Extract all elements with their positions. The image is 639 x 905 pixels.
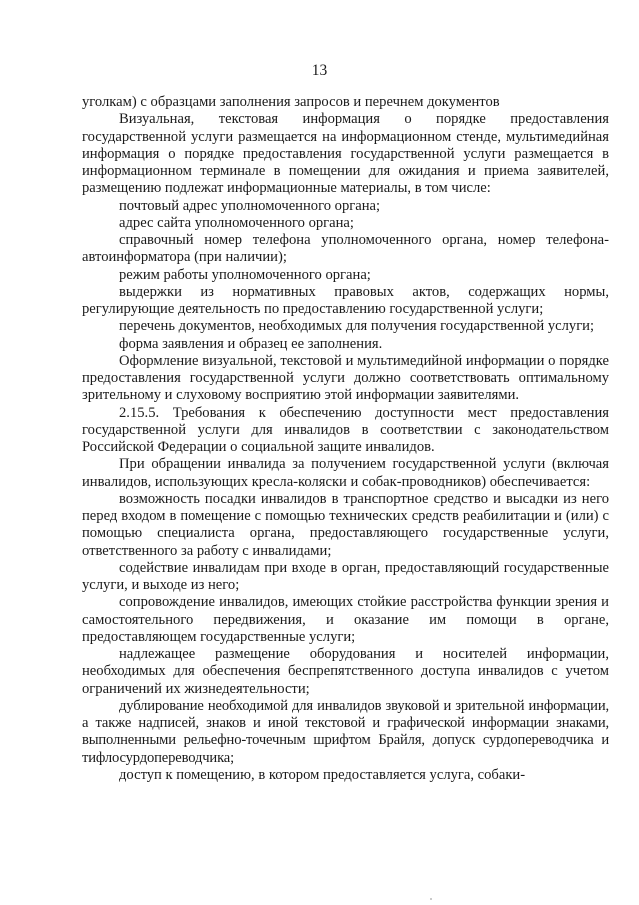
list-item-working-hours: режим работы уполномоченного органа; (119, 266, 371, 283)
list-item-equipment-placement: надлежащее размещение оборудования и носителей информации, необходимых для обеспечения беспрепятственного доступа инвалидов с учетом ограничений их жизнедеятельности; (82, 646, 609, 697)
list-item-required-documents: перечень документов, необходимых для получения государственной услуги; (119, 318, 595, 335)
list-item-braille-duplication: дублирование необходимой для инвалидов звуковой и зрительной информации, а также надписей, знаков и иной текстовой и графической информации знаками, выполненными рельефно-точечным шрифтом Брайля, допуск сурдопереводчика и тифлосурдопереводчика; (82, 697, 609, 766)
list-item-escort: сопровождение инвалидов, имеющих стойкие расстройства функции зрения и самостоятельного передвижения, и оказание им помощи в органе, предоставляющем государственные услуги; (82, 594, 609, 645)
list-item-legal-extracts: выдержки из нормативных правовых актов, содержащих нормы, регулирующие деятельность по предоставлению государственной услуги; (82, 283, 609, 317)
list-item-application-form: форма заявления и образец ее заполнения. (119, 335, 383, 352)
paragraph-information-design: Оформление визуальной, текстовой и мультимедийной информации о порядке предоставления государственной услуги должно соответствовать оптимальному зрительному и слуховому восприятию этой информации заявителями. (82, 352, 609, 404)
paragraph-section-2-15-5: 2.15.5. Требования к обеспечению доступности мест предоставления государственной услуги для инвалидов в соответствии с законодательством Российской Федерации о социальной защите инвалидов. (82, 404, 609, 455)
paragraph-visual-information: Визуальная, текстовая информация о порядке предоставления государственной услуги размещается на информационном стенде, мультимедийная информация о порядке предоставления государственной услуги размещается в информационном терминале в помещении для ожидания и приема заявителей, размещению подлежат информационные материалы, в том числе: (82, 111, 609, 197)
list-item-website-address: адрес сайта уполномоченного органа; (119, 214, 354, 231)
list-item-postal-address: почтовый адрес уполномоченного органа; (119, 197, 381, 214)
scan-artifact-dot (430, 898, 432, 900)
paragraph-disabled-applicants: При обращении инвалида за получением государственной услуги (включая инвалидов, использующих кресла-коляски и собак-проводников) обеспечивается: (82, 456, 609, 490)
list-item-entry-assistance: содействие инвалидам при входе в орган, предоставляющий государственные услуги, и выходе из него; (82, 559, 609, 593)
list-item-guide-dog-access: доступ к помещению, в котором предоставляется услуга, собаки- (119, 766, 526, 783)
page-number: 13 (311, 62, 328, 79)
paragraph-continuation: уголкам) с образцами заполнения запросов и перечнем документов (82, 94, 500, 110)
list-item-phone-number: справочный номер телефона уполномоченного органа, номер телефона-автоинформатора (при наличии); (82, 232, 609, 266)
document-body (82, 94, 609, 784)
list-item-transport-boarding: возможность посадки инвалидов в транспортное средство и высадки из него перед входом в помещение с помощью технических средств реабилитации и (или) с помощью специалиста органа, предоставляющего государственные услуги, ответственного за работу с инвалидами; (82, 490, 609, 559)
